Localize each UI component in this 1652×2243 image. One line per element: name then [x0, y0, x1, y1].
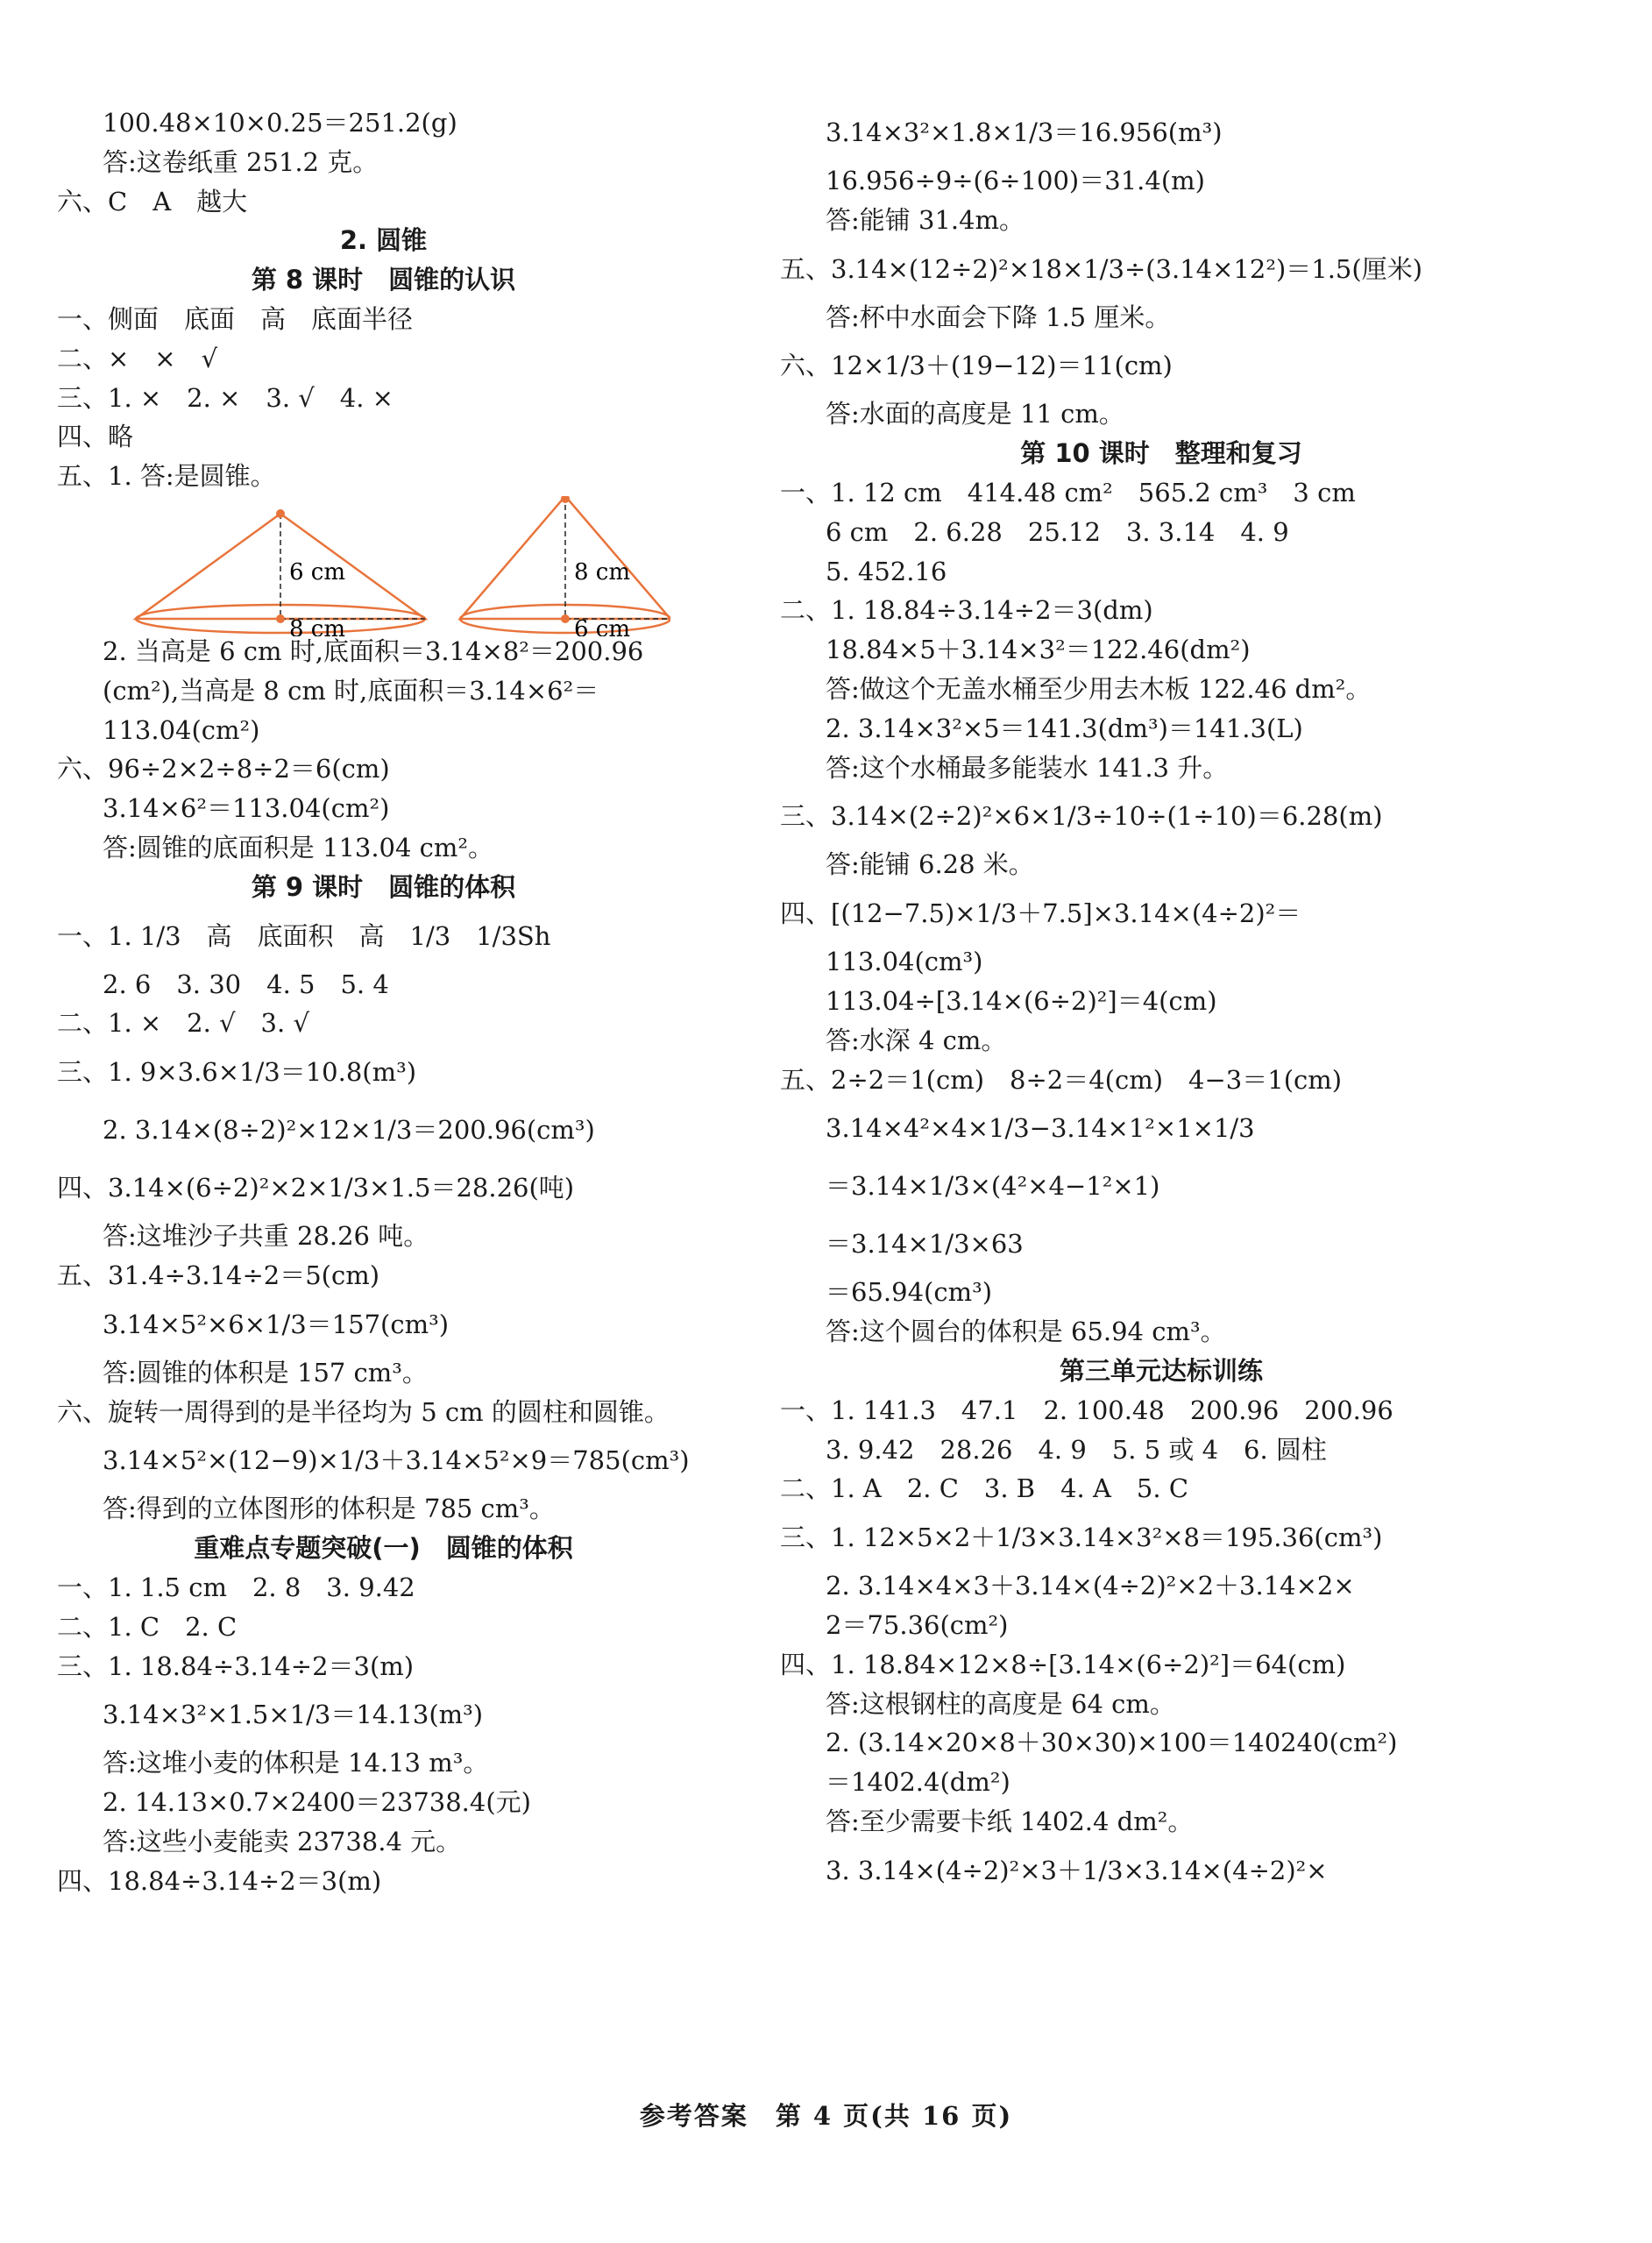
answer-line: 2. (3.14×20×8＋30×30)×100＝140240(cm²)	[826, 1728, 1398, 1758]
answer-line: 五、31.4÷3.14÷2＝5(cm)	[57, 1260, 380, 1290]
answer-line: 一、侧面 底面 高 底面半径	[57, 303, 414, 334]
answer-line: 二、× × √	[57, 343, 218, 373]
answer-line: 答:能铺 6.28 米。	[826, 849, 1034, 880]
answer-line: 答:水面的高度是 11 cm。	[826, 399, 1124, 429]
answer-line: 二、1. C 2. C	[57, 1611, 238, 1642]
answer-line: 答:圆锥的底面积是 113.04 cm²。	[103, 832, 494, 862]
answer-line: 3.14×3²×1.5×1/3＝14.13(m³)	[103, 1700, 484, 1730]
answer-line: 2. 3.14×(8÷2)²×12×1/3＝200.96(cm³)	[103, 1115, 595, 1146]
answer-line: 答:杯中水面会下降 1.5 厘米。	[826, 302, 1171, 332]
answer-line: 三、1. 9×3.6×1/3＝10.8(m³)	[57, 1057, 417, 1088]
answer-line: 一、1. 1.5 cm 2. 8 3. 9.42	[57, 1572, 415, 1602]
answer-line: 五、1. 答:是圆锥。	[57, 461, 276, 492]
answer-line: 2. 3.14×3²×5＝141.3(dm³)＝141.3(L)	[826, 713, 1303, 743]
answer-line: 答:做这个无盖水桶至少用去木板 122.46 dm²。	[826, 673, 1372, 704]
cone-diagram-left	[136, 509, 425, 636]
answer-line: 2＝75.36(cm²)	[826, 1609, 1009, 1640]
answer-line: 三、1. 18.84÷3.14÷2＝3(m)	[57, 1650, 415, 1681]
answer-line: 四、1. 18.84×12×8÷[3.14×(6÷2)²]＝64(cm)	[780, 1649, 1346, 1679]
page-footer: 参考答案 第 4 页(共 16 页)	[639, 2101, 1013, 2131]
answer-line: 六、C A 越大	[57, 186, 248, 216]
answer-line: 答:这个水桶最多能装水 141.3 升。	[826, 752, 1229, 783]
answer-line: 四、18.84÷3.14÷2＝3(m)	[57, 1865, 382, 1896]
section-heading: 重难点专题突破(一) 圆锥的体积	[194, 1533, 573, 1564]
answer-line: 答:这堆沙子共重 28.26 吨。	[103, 1221, 429, 1252]
answer-line: 二、1. × 2. √ 3. √	[57, 1008, 309, 1039]
cone-diagrams	[92, 496, 670, 636]
answer-line: 六、12×1/3＋(19−12)＝11(cm)	[780, 351, 1173, 381]
answer-line: 四、略	[57, 422, 134, 452]
answer-line: 六、旋转一周得到的是半径均为 5 cm 的圆柱和圆锥。	[57, 1396, 670, 1427]
answer-line: 2. 6 3. 30 4. 5 5. 4	[103, 969, 389, 999]
answer-line: 113.04(cm²)	[103, 714, 260, 745]
cone-figure	[57, 496, 710, 636]
answer-line: 二、1. A 2. C 3. B 4. A 5. C	[780, 1473, 1189, 1504]
answer-line: 答:圆锥的体积是 157 cm³。	[103, 1357, 428, 1388]
answer-line: 3. 9.42 28.26 4. 9 5. 5 或 4 6. 圆柱	[826, 1434, 1327, 1465]
answer-line: 2. 3.14×4×3＋3.14×(4÷2)²×2＋3.14×2×	[826, 1571, 1355, 1601]
section-heading: 第三单元达标训练	[1059, 1355, 1263, 1386]
answer-line: 3.14×6²＝113.04(cm²)	[103, 793, 390, 824]
left-column	[57, 103, 710, 1901]
answer-line: 16.956÷9÷(6÷100)＝31.4(m)	[826, 166, 1205, 195]
right-cone-height-label: 8 cm	[574, 558, 631, 586]
answer-line: 18.84×5＋3.14×3²＝122.46(dm²)	[826, 635, 1251, 665]
section-heading: 第 8 课时 圆锥的认识	[251, 265, 516, 295]
answer-line: 答:这些小麦能卖 23738.4 元。	[103, 1826, 462, 1856]
answer-line: 113.04(cm³)	[826, 947, 983, 977]
answer-line: 六、96÷2×2÷8÷2＝6(cm)	[57, 754, 390, 784]
answer-line: 答:得到的立体图形的体积是 785 cm³。	[103, 1494, 555, 1524]
answer-line: 3.14×4²×4×1/3−3.14×1²×1×1/3	[826, 1113, 1255, 1144]
answer-line: 答:能铺 31.4m。	[826, 204, 1025, 235]
answer-line: 一、1. 12 cm 414.48 cm² 565.2 cm³ 3 cm	[780, 477, 1356, 508]
answer-line: 答:至少需要卡纸 1402.4 dm²。	[826, 1806, 1194, 1836]
answer-line: 五、2÷2＝1(cm) 8÷2＝4(cm) 4−3＝1(cm)	[780, 1064, 1343, 1095]
left-cone-base-label: 8 cm	[289, 615, 346, 636]
answer-line: 三、3.14×(2÷2)²×6×1/3÷10÷(1÷10)＝6.28(m)	[780, 801, 1383, 832]
answer-line: ＝65.94(cm³)	[826, 1277, 993, 1308]
answer-line: 三、1. 12×5×2＋1/3×3.14×3²×8＝195.36(cm³)	[780, 1523, 1383, 1553]
left-cone-height-label: 6 cm	[289, 558, 346, 586]
answer-line: 答:这个圆台的体积是 65.94 cm³。	[826, 1317, 1226, 1347]
right-cone-base-label: 6 cm	[574, 615, 631, 636]
answer-line: ＝3.14×1/3×(4²×4−1²×1)	[826, 1171, 1160, 1202]
section-heading: 第 9 课时 圆锥的体积	[251, 871, 516, 902]
section-heading: 2. 圆锥	[339, 225, 428, 256]
answer-line: 2. 当高是 6 cm 时,底面积＝3.14×8²＝200.96	[103, 635, 644, 666]
answer-line: 一、1. 141.3 47.1 2. 100.48 200.96 200.96	[780, 1395, 1393, 1425]
answer-line: (cm²),当高是 8 cm 时,底面积＝3.14×6²＝	[103, 675, 599, 706]
answer-line: ＝3.14×1/3×63	[826, 1229, 1024, 1260]
answer-line: 四、3.14×(6÷2)²×2×1/3×1.5＝28.26(吨)	[57, 1173, 575, 1203]
answer-line: 三、1. × 2. × 3. √ 4. ×	[57, 382, 394, 413]
answer-line: 100.48×10×0.25＝251.2(g)	[103, 108, 457, 138]
answer-line: 四、[(12−7.5)×1/3＋7.5]×3.14×(4÷2)²＝	[780, 898, 1301, 929]
answer-line: 2. 14.13×0.7×2400＝23738.4(元)	[103, 1787, 531, 1818]
section-heading: 第 10 课时 整理和复习	[1020, 438, 1302, 469]
answer-line: ＝1402.4(dm²)	[826, 1767, 1010, 1798]
cone-diagram-right	[460, 496, 670, 636]
answer-line: 答:这根钢柱的高度是 64 cm。	[826, 1688, 1175, 1719]
answer-line: 6 cm 2. 6.28 25.12 3. 3.14 4. 9	[826, 516, 1289, 547]
answer-line: 113.04÷[3.14×(6÷2)²]＝4(cm)	[826, 985, 1217, 1016]
answer-line: 3.14×5²×6×1/3＝157(cm³)	[103, 1309, 450, 1339]
answer-line: 答:水深 4 cm。	[826, 1025, 1007, 1055]
answer-line: 5. 452.16	[826, 556, 947, 586]
answer-line: 五、3.14×(12÷2)²×18×1/3÷(3.14×12²)＝1.5(厘米)	[780, 253, 1423, 284]
answer-line: 3. 3.14×(4÷2)²×3＋1/3×3.14×(4÷2)²×	[826, 1855, 1328, 1885]
answer-line: 答:这堆小麦的体积是 14.13 m³。	[103, 1748, 489, 1778]
answer-line: 3.14×5²×(12−9)×1/3＋3.14×5²×9＝785(cm³)	[103, 1445, 690, 1476]
answer-line: 3.14×3²×1.8×1/3＝16.956(m³)	[826, 117, 1223, 147]
answer-line: 答:这卷纸重 251.2 克。	[103, 146, 379, 177]
answer-line: 一、1. 1/3 高 底面积 高 1/3 1/3Sh	[57, 920, 551, 951]
answer-line: 二、1. 18.84÷3.14÷2＝3(dm)	[780, 595, 1153, 626]
right-column	[780, 103, 1542, 1899]
